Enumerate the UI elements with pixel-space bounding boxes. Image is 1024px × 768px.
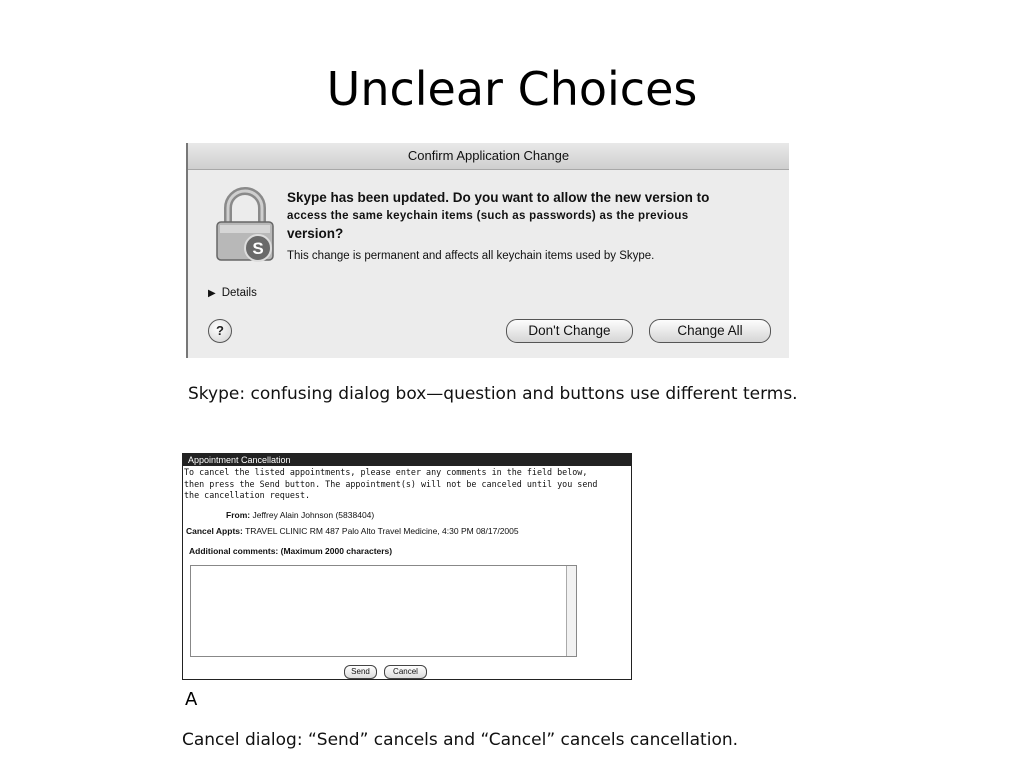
skype-question — [287, 189, 772, 243]
appointment-dialog-title: Appointment Cancellation — [183, 454, 631, 466]
cancel-dialog-caption: Cancel dialog: “Send” cancels and “Cancel” cancels cancellation. — [182, 730, 739, 750]
instructions-line-2: then press the Send button. The appointment(s) will not be canceled until you send — [184, 478, 598, 489]
skype-question-line-2: access the same keychain items (such as passwords) as the previous — [287, 210, 689, 222]
skype-question-line-3: version? — [287, 226, 344, 241]
lock-icon — [214, 186, 276, 264]
figure-letter: A — [185, 689, 198, 710]
details-disclosure[interactable] — [208, 287, 257, 299]
send-button[interactable]: Send — [344, 665, 377, 679]
change-all-button[interactable]: Change All — [649, 319, 771, 343]
from-label: From: — [226, 510, 251, 520]
skype-badge-letter: S — [252, 239, 264, 258]
from-row — [226, 510, 374, 520]
comments-textarea[interactable] — [190, 565, 577, 657]
cancel-appts-row — [186, 526, 519, 536]
skype-subtext: This change is permanent and affects all keychain items used by Skype. — [287, 250, 655, 262]
appointment-cancellation-dialog — [182, 453, 632, 680]
cancel-appts-label: Cancel Appts: — [186, 526, 243, 536]
comments-scrollbar[interactable] — [566, 566, 576, 656]
skype-caption: Skype: confusing dialog box—question and buttons use different terms. — [188, 384, 798, 404]
skype-confirm-dialog — [186, 143, 789, 358]
slide-title: Unclear Choices — [326, 62, 698, 116]
cancel-button[interactable]: Cancel — [384, 665, 427, 679]
instructions-line-3: the cancellation request. — [184, 490, 311, 500]
from-value: Jeffrey Alain Johnson (5838404) — [252, 510, 375, 520]
details-label: Details — [221, 287, 257, 299]
dont-change-button[interactable]: Don't Change — [506, 319, 633, 343]
instructions-line-1: To cancel the listed appointments, please enter any comments in the field below, — [184, 467, 588, 477]
skype-question-line-1: Skype has been updated. Do you want to allow the new version to — [287, 190, 710, 205]
skype-dialog-title: Confirm Application Change — [188, 143, 789, 170]
help-button[interactable]: ? — [208, 319, 232, 343]
disclosure-triangle-icon: ▶ — [208, 288, 216, 299]
appointment-instructions — [184, 467, 629, 502]
comments-label: Additional comments: (Maximum 2000 characters) — [189, 546, 393, 556]
cancel-appts-value: TRAVEL CLINIC RM 487 Palo Alto Travel Medicine, 4:30 PM 08/17/2005 — [245, 526, 519, 536]
